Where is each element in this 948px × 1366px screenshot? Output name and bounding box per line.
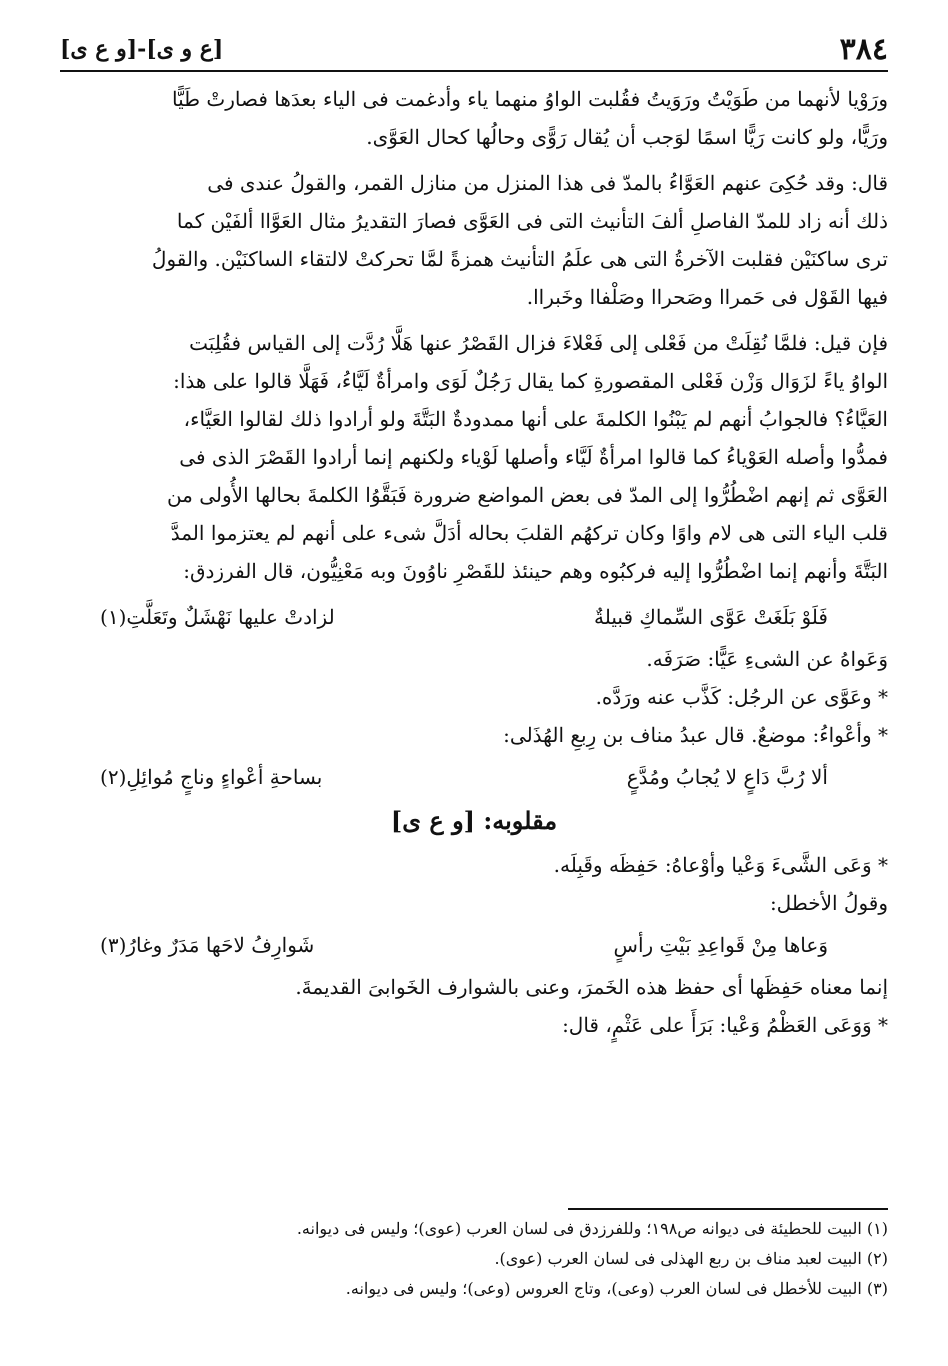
footnote-rule — [568, 1208, 888, 1210]
text-line: فمدُّوا وأصله العَوْياءُ كما قالوا امرأةٌ لَيَّاء وأصلها لَوْياء ولكنهم إنما أرادوا القَصْرَ الذى فى — [179, 445, 888, 469]
text-line: فيها القَوْل فى حَمراا وصَحراا وصَلْفاا وخَبراا. — [526, 285, 888, 309]
verse-hudhali — [60, 758, 888, 796]
page-number: ٣٨٤ — [839, 31, 888, 67]
text-line: الواوُ ياءً لزَوَال وَزْن فَعْلى المقصورةِ كما يقال رَجُلٌ لَوَى وامرأةٌ لَيَّاءُ، فَهَلَّا قالوا على هذا: — [173, 369, 888, 393]
paragraph-3 — [60, 324, 888, 590]
text-line: ترى ساكنَيْن فقلبت الآخرةُ التى هى علَمُ التأنيث همزةً لمَّا تحركتْ لالتقاء الساكنَيْن. والقولُ — [151, 247, 888, 271]
text-line: العَيَّاءُ؟ فالجوابُ أنهم لم يَبْنُوا الكلمةَ على أنها ممدودةٌ البَتَّةَ ولو أرادوا ذلك لقالوا العَيَّاء، — [183, 407, 888, 431]
verse-akhtal — [60, 926, 888, 964]
paragraph-2 — [60, 164, 888, 316]
entry-line: * وعَوَّى عن الرجُل: كَذَّب عنه ورَدَّه. — [595, 685, 888, 709]
verse-first-hemistich: فَلَوْ بَلَغَتْ عَوَّى السِّماكِ قبيلةٌ — [594, 605, 828, 629]
page-header — [60, 30, 888, 68]
footnote-1: (١) البيت للحطيئة فى ديوانه ص١٩٨؛ وللفرزدق فى لسان العرب (عوى)؛ وليس فى ديوانه. — [296, 1219, 888, 1238]
verse-second-hemistich: شَوارِفُ لاحَها مَدَرٌ وغارُ(٣) — [100, 933, 315, 957]
entry-line: * وأعْواءُ: موضعٌ. قال عبدُ مناف بن رِبعِ الهُذَلى: — [503, 723, 888, 747]
text-line: قلب الياء التى هى لام واوًا وكان تركهُم القلبَ بحاله أدَلَّ شىء على أنهم لم يعتزموا المدَّ — [170, 521, 888, 545]
section-title: مقلوبه: [و ع ى] — [390, 806, 558, 835]
running-head: [ع و ى]-[و ع ى] — [60, 36, 224, 62]
text-line: البَتَّةَ وأنهم إنما اضْطُرُّوا إليه فركبُوه وهم حينئذ للقَصْرِ ناوُونَ وبه مَعْنِيُّون، قال الفرزدق: — [183, 559, 888, 583]
main-text — [60, 80, 888, 1044]
text-line: ورَيًّا، ولو كانت رَيًّا اسمًا لوَجب أن يُقال رَوًّى وحالُها كحال العَوَّى. — [366, 125, 888, 149]
entry-line: وقولُ الأخطل: — [769, 891, 888, 915]
entry-line: إنما معناه حَفِظَها أى حفظ هذه الخَمرَ، وعنى بالشوارف الخَوابىَ القديمةَ. — [295, 975, 888, 999]
footnotes — [60, 1214, 888, 1304]
text-line: قال: وقد حُكِىَ عنهم العَوَّاءُ بالمدّ فى هذا المنزل من منازل القمر، والقولُ عندى فى — [207, 171, 888, 195]
verse-first-hemistich: ألا رُبَّ دَاعٍ لا يُجابُ ومُدَّعٍ — [626, 765, 828, 789]
paragraph-1 — [60, 80, 888, 156]
verse-farazdaq — [60, 598, 888, 636]
verse-second-hemistich: بساحةِ أعْواءٍ وناجٍ مُوائِلِ(٢) — [100, 765, 323, 789]
text-line: العَوَّى ثم إنهم اضْطُرُّوا إلى المدّ فى بعض المواضع ضرورة فَبَقَّوُا الكلمةَ بحالها الأُولى من — [166, 483, 888, 507]
text-line: ورَوْيا لأنهما من طَوَيْتُ ورَوَيتُ فقُلبت الواوُ منهما ياء وأدغمت فى الياء بعدَها فصارتْ طَيًّا — [172, 87, 888, 111]
footnote-3: (٣) البيت للأخطل فى لسان العرب (وعى)، وتاج العروس (وعى)؛ وليس فى ديوانه. — [345, 1279, 888, 1298]
header-rule — [60, 70, 888, 72]
entry-line: وَعَواهُ عن الشىءِ عَيًّا: صَرَفَه. — [646, 647, 888, 671]
entry-line: * وَعَى الشَّىءَ وَعْيا وأوْعاهُ: حَفِظَه وقَبِلَه. — [553, 853, 888, 877]
text-line: فإن قيل: فلمَّا نُقِلَتْ من فَعْلى إلى فَعْلاءَ فزال القَصْرُ عنها هَلَّا رُدَّت إلى القياس فقُلِبَت — [189, 331, 888, 355]
footnote-2: (٢) البيت لعبد مناف بن ربع الهذلى فى لسان العرب (عوى). — [494, 1249, 888, 1268]
verse-second-hemistich: لزادتْ عليها نَهْشَلٌ وتَعَلَّتِ(١) — [100, 605, 335, 629]
verse-first-hemistich: وَعاها مِنْ قَواعِدِ بَيْتِ رأسٍ — [613, 933, 828, 957]
entry-line: * وَوَعَى العَظْمُ وَعْيا: بَرَأَ على عَثْمٍ، قال: — [562, 1013, 888, 1037]
text-line: ذلك أنه زاد للمدّ الفاصلِ ألفَ التأنيث التى فى العَوَّى فصارَ التقديرُ مثال العَوَّاا ألفَيْن كما — [176, 209, 888, 233]
